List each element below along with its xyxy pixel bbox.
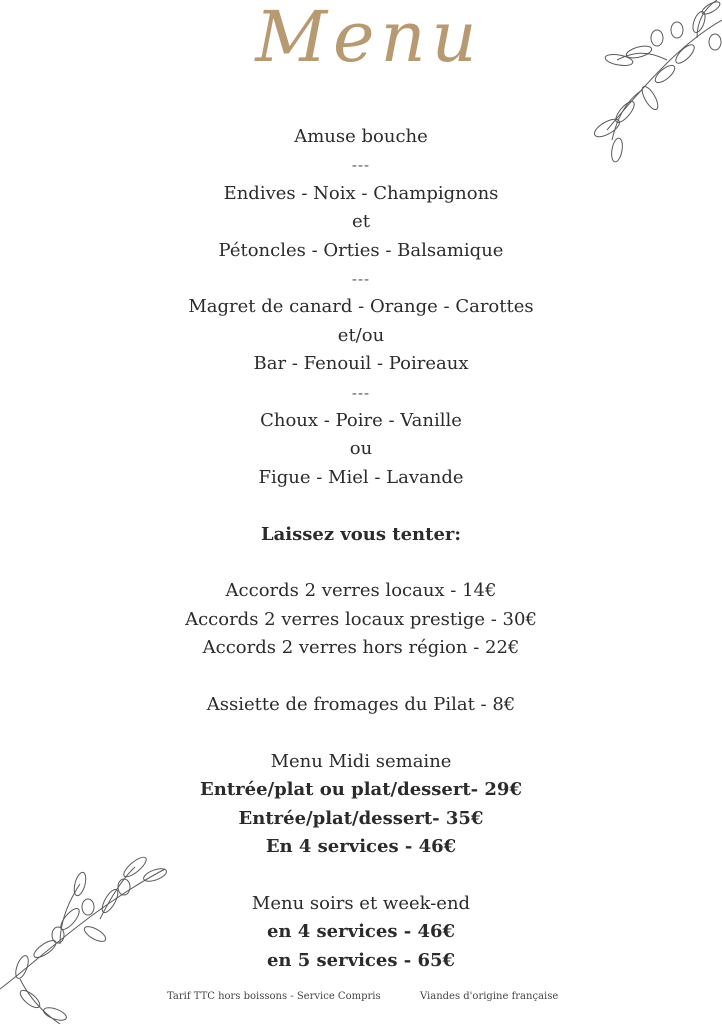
midi-heading: Menu Midi semaine [270, 750, 452, 772]
course-dessert-2: Figue - Miel - Lavande [258, 466, 464, 488]
separator: --- [351, 270, 371, 289]
conjunction-ou: ou [349, 438, 373, 460]
midi-formula: Entrée/plat ou plat/dessert- 29€ [200, 779, 522, 801]
separator: --- [351, 383, 371, 402]
wine-pairing-item: Accords 2 verres locaux - 14€ [225, 580, 497, 602]
tempt-heading: Laissez vous tenter: [260, 523, 462, 545]
soir-formula: en 4 services - 46€ [266, 921, 456, 943]
course-amuse: Amuse bouche [294, 126, 428, 147]
wine-pairing-item: Accords 2 verres hors région - 22€ [202, 637, 520, 659]
conjunction-et: et [352, 211, 370, 233]
footer-origin-note: Viandes d'origine française [420, 991, 559, 1002]
cheese-item: Assiette de fromages du Pilat - 8€ [206, 694, 516, 716]
midi-formula: En 4 services - 46€ [265, 836, 457, 858]
course-entree-1: Endives - Noix - Champignons [223, 182, 499, 204]
menu-title: Menu [255, 0, 483, 78]
conjunction-etou: et/ou [337, 324, 385, 346]
soir-formula: en 5 services - 65€ [266, 949, 456, 971]
soir-heading: Menu soirs et week-end [251, 892, 471, 914]
course-dessert-1: Choux - Poire - Vanille [260, 410, 462, 432]
separator: --- [351, 156, 371, 175]
menu-content [0, 123, 722, 975]
wine-pairing-item: Accords 2 verres locaux prestige - 30€ [185, 608, 537, 630]
footer-pricing-note: Tarif TTC hors boissons - Service Compris [167, 991, 381, 1002]
course-plat-2: Bar - Fenouil - Poireaux [253, 353, 469, 375]
course-plat-1: Magret de canard - Orange - Carottes [188, 296, 534, 318]
course-entree-2: Pétoncles - Orties - Balsamique [218, 239, 504, 261]
midi-formula: Entrée/plat/dessert- 35€ [238, 807, 484, 829]
